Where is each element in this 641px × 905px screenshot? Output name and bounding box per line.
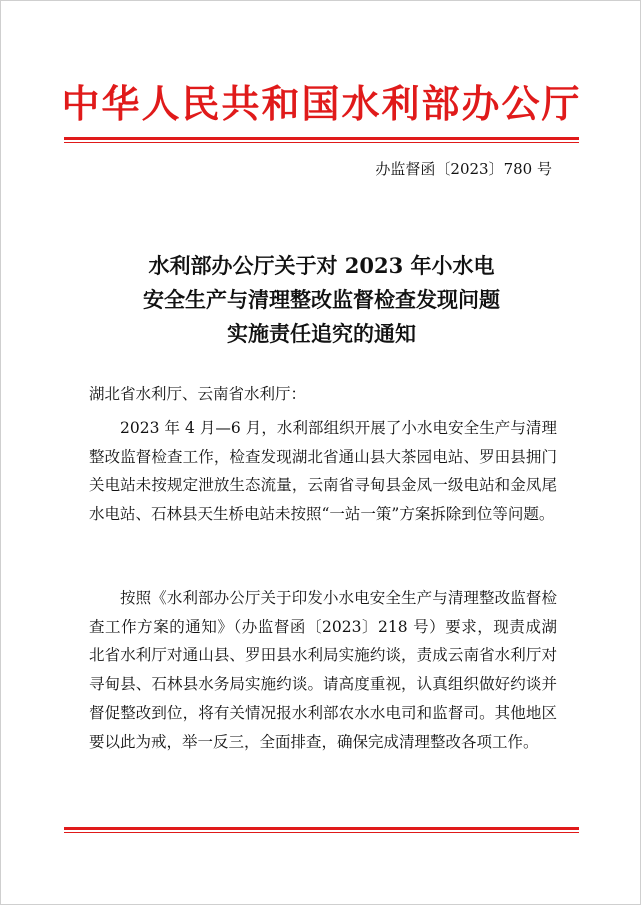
- footer-divider-thin: [64, 832, 579, 833]
- document-number: 办监督函〔2023〕780 号: [375, 160, 552, 178]
- header-divider-thin: [64, 142, 579, 143]
- addressee: 湖北省水利厅、云南省水利厅：: [89, 385, 307, 403]
- title-line-1: 水利部办公厅关于对 2023 年小水电: [148, 253, 495, 278]
- agency-header: 中华人民共和国水利部办公厅: [61, 81, 582, 126]
- footer-divider-thick: [64, 827, 579, 830]
- header-divider-thick: [64, 137, 579, 140]
- title-line-3: 实施责任追究的通知: [227, 321, 416, 346]
- title-line-2: 安全生产与清理整改监督检查发现问题: [143, 287, 500, 312]
- body-paragraph-1: 2023 年 4 月—6 月，水利部组织开展了小水电安全生产与清理整改监督检查工作，检查发现湖北省通山县大茶园电站、罗田县拥门关电站未按规定泄放生态流量，云南省寻甸县金凤一级电站和金凤尾水电站、石林县天生桥电站未按照“一站一策”方案拆除到位等问题。: [89, 419, 557, 524]
- body-paragraph-2: 按照《水利部办公厅关于印发小水电安全生产与清理整改监督检查工作方案的通知》（办监督函〔2023〕218 号）要求，现责成湖北省水利厅对通山县、罗田县水利局实施约谈，责成云南省水利厅对寻甸县、石林县水务局实施约谈。请高度重视，认真组织做好约谈并督促整改到位，将有关情况报水利部农水水电司和监督司。其他地区要以此为戒，举一反三，全面排查，确保完成清理整改各项工作。: [89, 589, 557, 751]
- document-title: [1, 249, 641, 351]
